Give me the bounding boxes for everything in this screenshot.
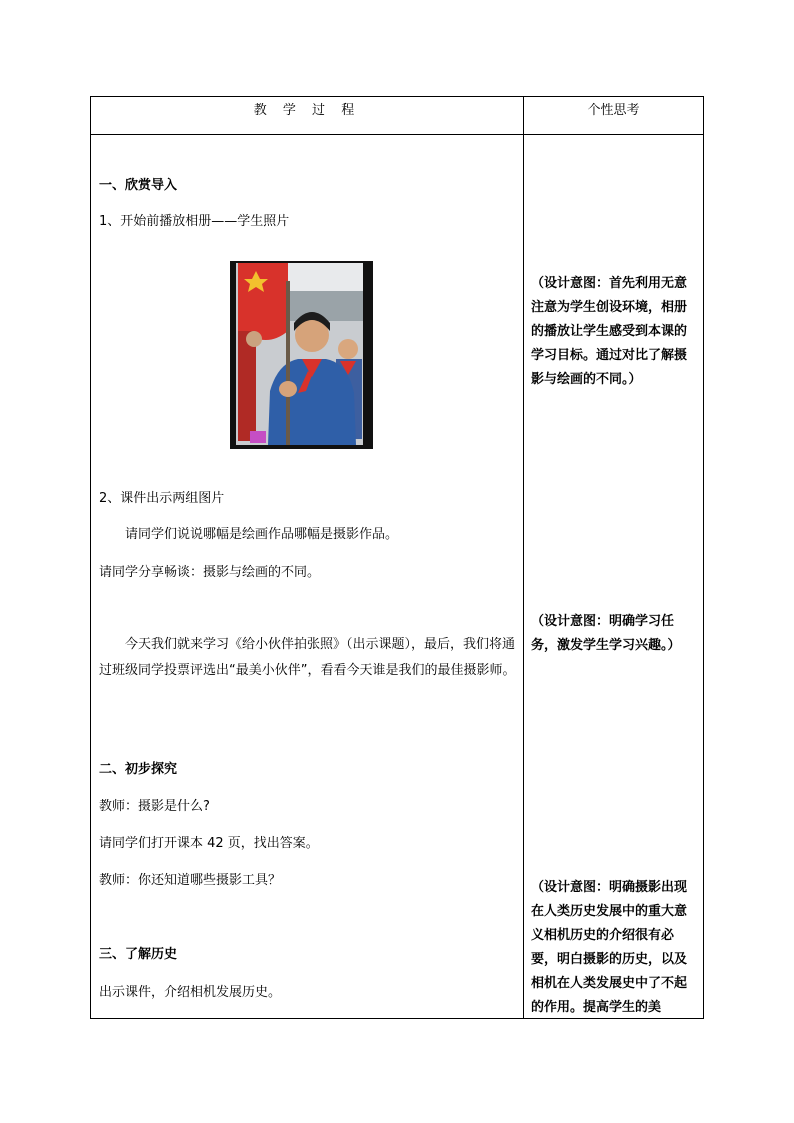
column-divider bbox=[523, 97, 524, 1018]
design-note-1: （设计意图：首先利用无意注意为学生创设环境，相册的播放让学生感受到本课的学习目标。通过对比了解摄影与绘画的不同。） bbox=[531, 276, 688, 387]
header-process: 教 学 过 程 bbox=[253, 103, 361, 118]
section-2-line-3: 教师：你还知道哪些摄影工具？ bbox=[99, 873, 282, 888]
section-3-line-1: 出示课件，介绍相机发展历史。 bbox=[99, 985, 282, 1000]
student-photo bbox=[230, 261, 373, 449]
section-1-line-1: 请同学们说说哪幅是绘画作品哪幅是摄影作品。 bbox=[125, 527, 399, 542]
section-1-line-2: 请同学分享畅谈：摄影与绘画的不同。 bbox=[99, 565, 321, 580]
section-1-title: 一、欣赏导入 bbox=[99, 178, 178, 193]
section-1-item-1: 1、开始前播放相册——学生照片 bbox=[99, 214, 290, 229]
header-thoughts: 个性思考 bbox=[587, 103, 640, 118]
design-note-2: （设计意图：明确学习任务，激发学生学习兴趣。） bbox=[531, 614, 681, 653]
section-2-line-1: 教师：摄影是什么? bbox=[99, 799, 210, 814]
design-note-3: （设计意图：明确摄影出现在人类历史发展中的重大意义相机历史的介绍很有必要，明白摄影的历史，以及相机在人类发展史中了不起的作用。提高学生的美 bbox=[531, 880, 688, 1015]
lesson-table bbox=[90, 96, 704, 1019]
section-2-title: 二、初步探究 bbox=[99, 762, 178, 777]
header-divider bbox=[91, 134, 703, 135]
section-3-title: 三、了解历史 bbox=[99, 947, 178, 962]
section-1-paragraph: 今天我们就来学习《给小伙伴拍张照》（出示课题），最后，我们将通过班级同学投票评选出“最美小伙伴”，看看今天谁是我们的最佳摄影师。 bbox=[99, 637, 516, 678]
section-1-item-2: 2、课件出示两组图片 bbox=[99, 491, 225, 506]
section-2-line-2: 请同学们打开课本 42 页，找出答案。 bbox=[99, 836, 319, 851]
